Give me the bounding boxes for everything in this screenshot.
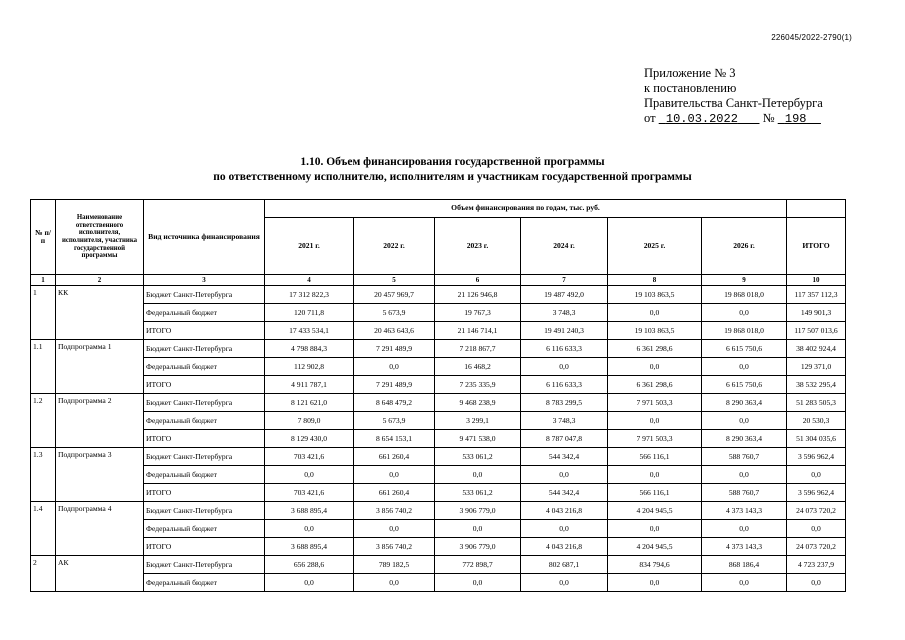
header-group: Объем финансирования по годам, тыс. руб. [265,200,787,218]
row-year-value: 4 373 143,3 [702,502,787,520]
row-year-value: 0,0 [702,520,787,538]
col-number: 2 [56,275,144,286]
row-source: Бюджет Санкт-Петербурга [144,340,265,358]
row-year-value: 566 116,1 [608,448,702,466]
row-year-value: 4 043 216,8 [521,538,608,556]
header-year: 2024 г. [521,218,608,275]
row-year-value: 0,0 [702,466,787,484]
row-year-value: 3 688 895,4 [265,502,354,520]
col-number: 7 [521,275,608,286]
table-row [31,340,846,358]
row-year-value: 789 182,5 [354,556,435,574]
row-year-value: 656 288,6 [265,556,354,574]
row-year-value: 0,0 [702,358,787,376]
decree-number: 198 [784,112,807,126]
table-row [31,520,846,538]
row-year-value: 9 468 238,9 [435,394,521,412]
row-name: АК [56,556,144,592]
row-name: КК [56,286,144,340]
row-year-value: 19 103 863,5 [608,322,702,340]
row-year-value: 7 971 503,3 [608,430,702,448]
row-year-value: 0,0 [354,520,435,538]
row-code: 1 [31,286,56,340]
row-total-value: 51 283 505,3 [787,394,846,412]
row-year-value: 6 615 750,6 [702,340,787,358]
header-group-empty [787,200,846,218]
row-year-value: 802 687,1 [521,556,608,574]
appendix-line-1: Приложение № 3 [644,66,736,80]
row-total-value: 117 507 013,6 [787,322,846,340]
row-total-value: 0,0 [787,520,846,538]
row-year-value: 3 688 895,4 [265,538,354,556]
row-year-value: 7 291 489,9 [354,340,435,358]
row-year-value: 4 043 216,8 [521,502,608,520]
row-name: Подпрограмма 3 [56,448,144,502]
row-year-value: 0,0 [608,358,702,376]
row-year-value: 0,0 [608,412,702,430]
row-year-value: 7 291 489,9 [354,376,435,394]
row-name: Подпрограмма 2 [56,394,144,448]
row-year-value: 7 235 335,9 [435,376,521,394]
document-id: 226045/2022-2790(1) [771,33,852,42]
table-row [31,358,846,376]
row-year-value: 588 760,7 [702,484,787,502]
row-year-value: 6 116 633,3 [521,340,608,358]
row-year-value: 7 809,0 [265,412,354,430]
row-year-value: 6 116 633,3 [521,376,608,394]
row-total-value: 38 402 924,4 [787,340,846,358]
table-row [31,376,846,394]
row-year-value: 0,0 [521,574,608,592]
row-year-value: 0,0 [354,358,435,376]
row-total-value: 0,0 [787,466,846,484]
row-year-value: 6 361 298,6 [608,376,702,394]
col-number: 1 [31,275,56,286]
row-source: Федеральный бюджет [144,412,265,430]
header-num: № п/п [31,200,56,275]
row-name: Подпрограмма 1 [56,340,144,394]
col-number: 6 [435,275,521,286]
row-year-value: 4 204 945,5 [608,538,702,556]
header-year: 2026 г. [702,218,787,275]
appendix-block [644,66,823,127]
row-source: ИТОГО [144,538,265,556]
header-row-1 [31,200,846,218]
row-year-value: 0,0 [608,520,702,538]
header-source: Вид источника финансирования [144,200,265,275]
row-year-value: 0,0 [435,466,521,484]
row-year-value: 0,0 [608,304,702,322]
row-code: 1.4 [31,502,56,556]
row-total-value: 117 357 112,3 [787,286,846,304]
row-total-value: 24 073 720,2 [787,502,846,520]
row-year-value: 8 290 363,4 [702,430,787,448]
col-number: 9 [702,275,787,286]
row-year-value: 8 129 430,0 [265,430,354,448]
row-year-value: 8 648 479,2 [354,394,435,412]
col-number: 8 [608,275,702,286]
row-year-value: 19 103 863,5 [608,286,702,304]
appendix-line-3: Правительства Санкт-Петербурга [644,96,823,110]
col-number: 5 [354,275,435,286]
row-year-value: 8 290 363,4 [702,394,787,412]
row-year-value: 17 433 534,1 [265,322,354,340]
header-total: ИТОГО [787,218,846,275]
table-row [31,574,846,592]
row-code: 2 [31,556,56,592]
title-line-1: 1.10. Объем финансирования государственной программы [300,156,605,168]
row-year-value: 834 794,6 [608,556,702,574]
row-source: Бюджет Санкт-Петербурга [144,502,265,520]
row-year-value: 566 116,1 [608,484,702,502]
table-row [31,412,846,430]
title-line-2: по ответственному исполнителю, исполнителям и участникам государственной программы [213,171,692,183]
column-number-row [31,275,846,286]
col-number: 10 [787,275,846,286]
row-year-value: 661 260,4 [354,448,435,466]
row-year-value: 21 146 714,1 [435,322,521,340]
row-total-value: 4 723 237,9 [787,556,846,574]
row-total-value: 3 596 962,4 [787,484,846,502]
header-year: 2021 г. [265,218,354,275]
row-year-value: 19 868 018,0 [702,286,787,304]
number-prefix: № [762,111,775,125]
row-year-value: 17 312 822,3 [265,286,354,304]
row-year-value: 3 748,3 [521,304,608,322]
row-source: ИТОГО [144,376,265,394]
row-source: ИТОГО [144,322,265,340]
appendix-date-line [644,111,823,127]
table-row [31,502,846,520]
row-year-value: 3 748,3 [521,412,608,430]
row-source: Бюджет Санкт-Петербурга [144,556,265,574]
row-year-value: 4 373 143,3 [702,538,787,556]
row-year-value: 6 361 298,6 [608,340,702,358]
row-year-value: 120 711,8 [265,304,354,322]
row-year-value: 19 868 018,0 [702,322,787,340]
row-total-value: 3 596 962,4 [787,448,846,466]
row-year-value: 703 421,6 [265,448,354,466]
row-code: 1.2 [31,394,56,448]
table-body [31,200,846,592]
row-year-value: 19 491 240,3 [521,322,608,340]
row-year-value: 0,0 [521,358,608,376]
header-year: 2022 г. [354,218,435,275]
row-year-value: 703 421,6 [265,484,354,502]
row-code: 1.3 [31,448,56,502]
row-source: Федеральный бюджет [144,574,265,592]
col-number: 3 [144,275,265,286]
row-year-value: 8 654 153,1 [354,430,435,448]
row-year-value: 6 615 750,6 [702,376,787,394]
table-row [31,484,846,502]
table-row [31,556,846,574]
row-source: Бюджет Санкт-Петербурга [144,448,265,466]
row-year-value: 772 898,7 [435,556,521,574]
row-source: ИТОГО [144,484,265,502]
row-source: Федеральный бюджет [144,520,265,538]
row-year-value: 8 783 299,5 [521,394,608,412]
row-year-value: 0,0 [608,574,702,592]
row-total-value: 129 371,0 [787,358,846,376]
row-year-value: 4 204 945,5 [608,502,702,520]
row-total-value: 51 304 035,6 [787,430,846,448]
row-year-value: 533 061,2 [435,448,521,466]
row-source: Бюджет Санкт-Петербурга [144,286,265,304]
row-year-value: 19 487 492,0 [521,286,608,304]
row-source: ИТОГО [144,430,265,448]
row-year-value: 0,0 [521,520,608,538]
row-year-value: 0,0 [521,466,608,484]
row-year-value: 5 673,9 [354,412,435,430]
row-total-value: 149 901,3 [787,304,846,322]
row-total-value: 20 530,3 [787,412,846,430]
row-year-value: 0,0 [265,520,354,538]
row-year-value: 8 787 047,8 [521,430,608,448]
row-year-value: 112 902,8 [265,358,354,376]
table-row [31,322,846,340]
row-year-value: 544 342,4 [521,448,608,466]
header-year: 2023 г. [435,218,521,275]
col-number: 4 [265,275,354,286]
row-source: Федеральный бюджет [144,358,265,376]
row-year-value: 4 798 884,3 [265,340,354,358]
row-source: Федеральный бюджет [144,466,265,484]
row-year-value: 5 673,9 [354,304,435,322]
page-title [0,155,905,185]
header-name: Наименование ответственного исполнителя, исполнителя, участника государственной программы [56,200,144,275]
row-year-value: 868 186,4 [702,556,787,574]
row-year-value: 588 760,7 [702,448,787,466]
table-row [31,466,846,484]
row-year-value: 8 121 621,0 [265,394,354,412]
table-row [31,538,846,556]
appendix-line-2: к постановлению [644,81,737,95]
table-row [31,430,846,448]
date-prefix: от [644,111,656,125]
row-year-value: 20 463 643,6 [354,322,435,340]
table-row [31,304,846,322]
row-year-value: 3 856 740,2 [354,502,435,520]
row-year-value: 3 299,1 [435,412,521,430]
row-total-value: 38 532 295,4 [787,376,846,394]
row-year-value: 16 468,2 [435,358,521,376]
row-year-value: 544 342,4 [521,484,608,502]
table-row [31,448,846,466]
row-year-value: 0,0 [702,574,787,592]
row-year-value: 3 906 779,0 [435,502,521,520]
row-year-value: 4 911 787,1 [265,376,354,394]
row-total-value: 24 073 720,2 [787,538,846,556]
row-year-value: 7 218 867,7 [435,340,521,358]
row-year-value: 21 126 946,8 [435,286,521,304]
row-year-value: 0,0 [702,304,787,322]
row-year-value: 3 856 740,2 [354,538,435,556]
row-year-value: 7 971 503,3 [608,394,702,412]
row-year-value: 0,0 [435,520,521,538]
table-row [31,394,846,412]
financing-table [30,199,846,592]
header-year: 2025 г. [608,218,702,275]
row-year-value: 19 767,3 [435,304,521,322]
row-year-value: 0,0 [435,574,521,592]
row-year-value: 661 260,4 [354,484,435,502]
row-source: Бюджет Санкт-Петербурга [144,394,265,412]
row-year-value: 3 906 779,0 [435,538,521,556]
row-year-value: 0,0 [265,466,354,484]
row-year-value: 9 471 538,0 [435,430,521,448]
row-year-value: 0,0 [702,412,787,430]
row-total-value: 0,0 [787,574,846,592]
row-year-value: 0,0 [265,574,354,592]
row-year-value: 0,0 [354,466,435,484]
row-code: 1.1 [31,340,56,394]
row-source: Федеральный бюджет [144,304,265,322]
table-row [31,286,846,304]
row-year-value: 20 457 969,7 [354,286,435,304]
decree-date: 10.03.2022 [665,112,738,126]
row-year-value: 0,0 [354,574,435,592]
row-year-value: 533 061,2 [435,484,521,502]
row-name: Подпрограмма 4 [56,502,144,556]
row-year-value: 0,0 [608,466,702,484]
